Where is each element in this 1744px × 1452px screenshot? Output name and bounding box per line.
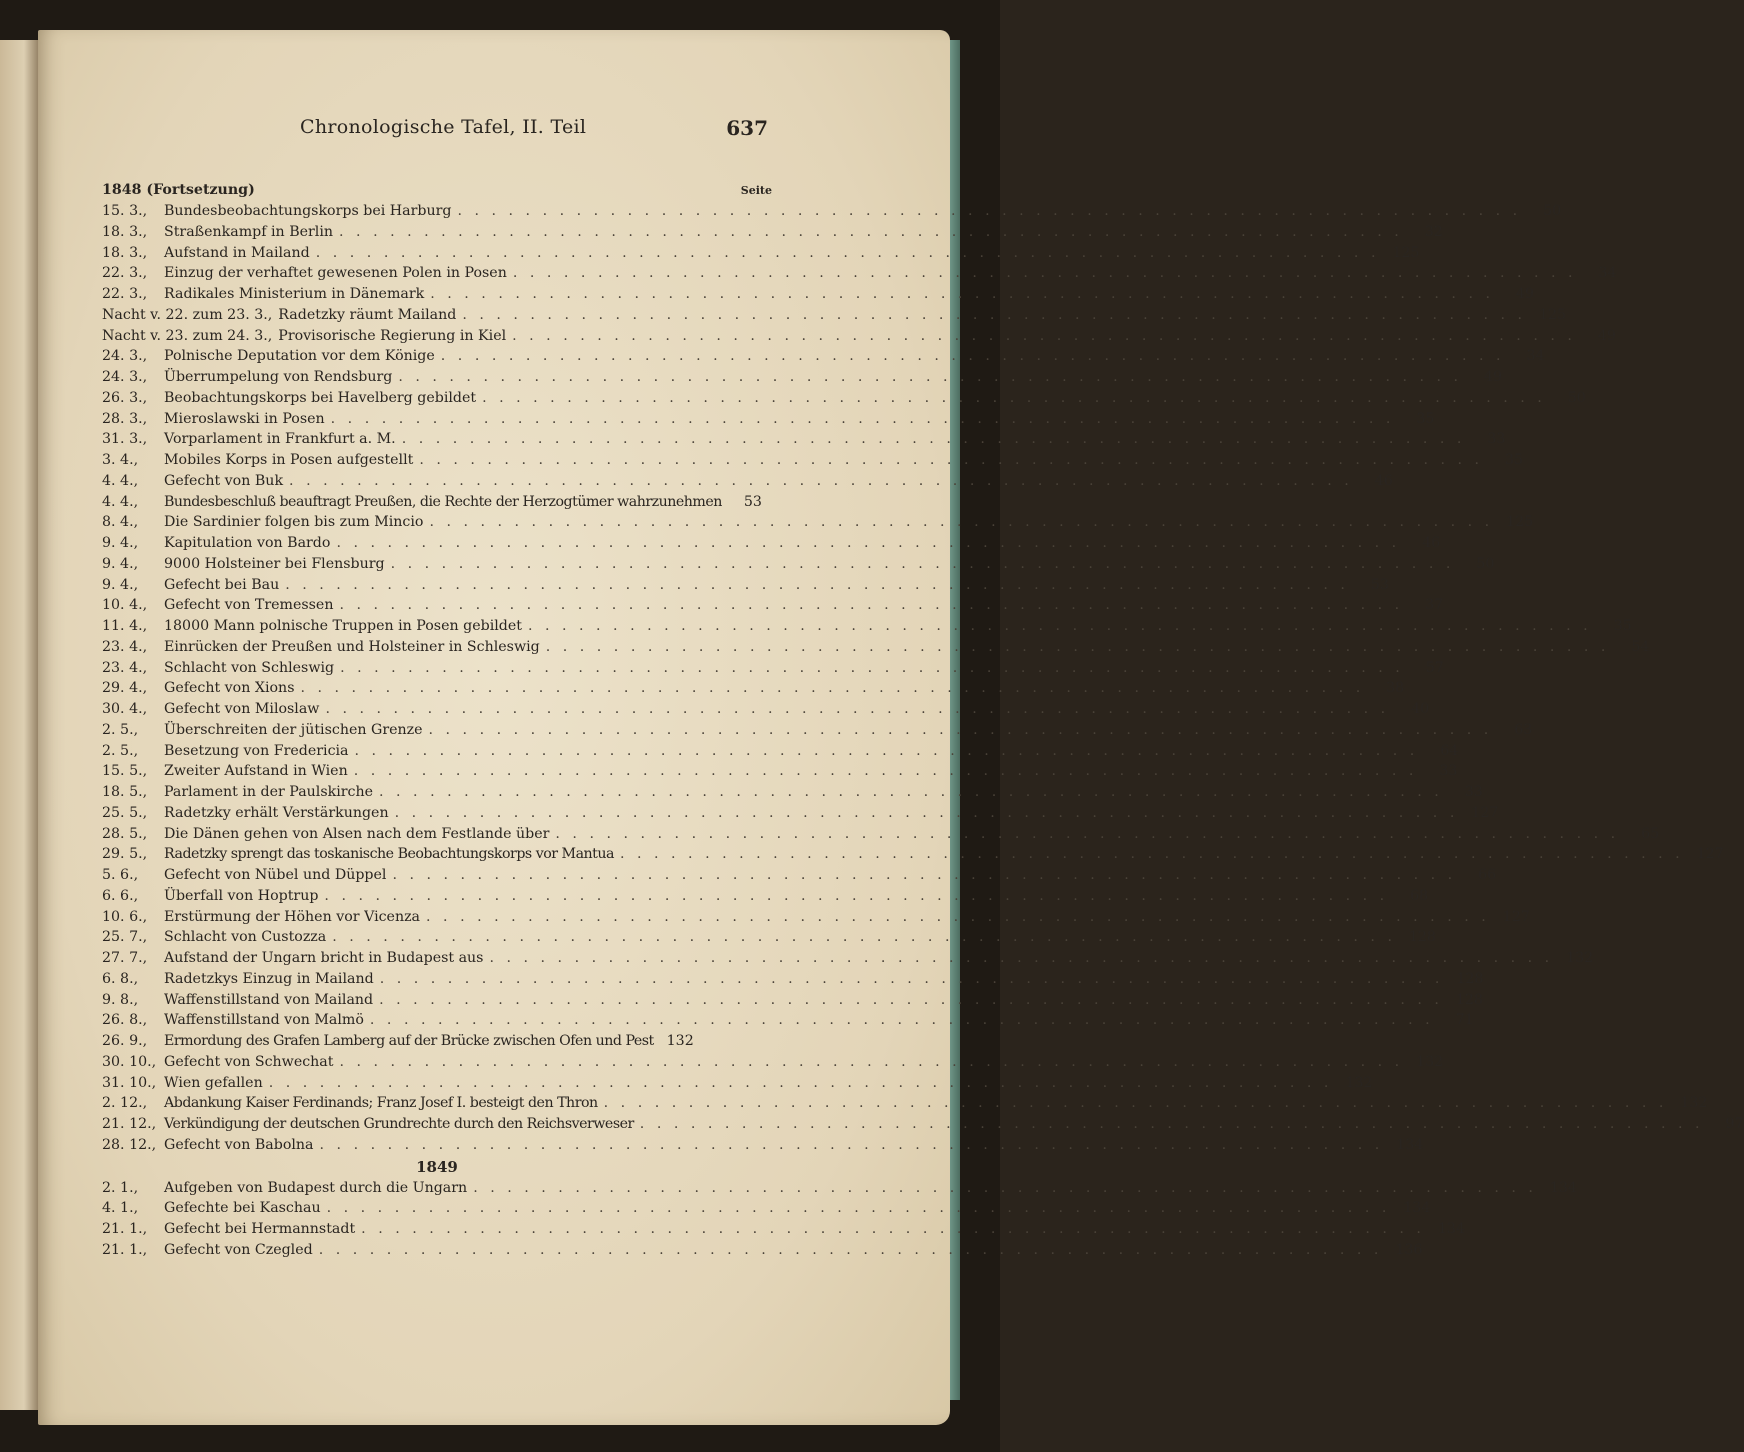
entry-date: 26. 3., [102,389,148,406]
entry-page-ref: 136 [1395,1241,1423,1258]
chronology-entry [102,367,1503,388]
entry-date: Nacht v. 22. zum 23. 3., [102,306,273,323]
entry-event: Gefecht bei Bau [164,576,280,593]
chronology-entry [102,1114,1744,1135]
entry-event: Bundesbeschluß beauftragt Preußen, die Rechte der Herzogtümer wahrzunehmen [164,493,722,510]
entry-event: Zweiter Aufstand in Wien [164,763,348,780]
entry-page-ref: 46 [1422,535,1441,551]
entry-page-ref: 33 [1439,763,1458,780]
dot-leader [604,1093,1668,1114]
dot-leader [324,886,1388,907]
dot-leader [370,1010,1434,1031]
entry-page-ref: 65 [1641,825,1660,842]
dot-leader [319,1240,1383,1261]
chronology-entry [102,554,1495,575]
chronology-entry [102,741,1459,762]
entry-date: 23. 4., [102,659,148,676]
chronology-entry [102,1198,1431,1219]
page-number: 637 [726,116,768,140]
entry-date: 5. 6., [102,867,139,883]
entry-page-ref: 134 [1403,1200,1431,1217]
entry-date: 2. 5., [102,721,139,738]
dot-leader [336,533,1400,554]
entry-date: 9. 4., [102,555,139,572]
entry-event: Aufstand der Ungarn bricht in Budapest aus [164,950,484,966]
entry-page-ref: 66 [1478,867,1497,883]
entry-event: Schlacht von Schleswig [164,659,335,676]
entry-page-ref: 34 [1526,348,1545,365]
chronology-entry [102,1073,1373,1094]
dot-leader [289,471,1353,492]
chronology-entry [102,1010,1474,1031]
entry-page-ref: 32 [1424,223,1443,240]
chronology-entry [102,844,1724,865]
entry-page-ref: 127 [1471,804,1499,821]
entry-event: Verkündigung der deutschen Grundrechte durch den Reichsverweser [164,1116,634,1132]
entry-event: Polnische Deputation vor dem Könige [164,348,435,365]
entry-date: 25. 7., [102,929,148,946]
entry-date: 31. 3., [102,431,148,448]
entry-page-ref: 132 [1416,1053,1444,1070]
entry-event: Radetzky sprengt das toskanische Beobachtungskorps vor Mantua [164,846,614,863]
entry-page-ref: 54 [1631,638,1650,655]
entry-date: 2. 12., [102,1095,148,1112]
entry-date: 10. 6., [102,908,148,925]
entry-page-ref: 50 [1543,203,1562,219]
dot-leader [512,326,1576,347]
entry-page-ref: 127 [1502,908,1530,925]
chronology-entry [102,616,1632,637]
entry-date: 18. 3., [102,244,148,261]
entry-date: 2. 1., [102,1179,139,1196]
chronology-entry [102,388,1586,409]
entry-date: 21. 12., [102,1116,157,1132]
chronology-entry [102,761,1458,782]
page-column-label: Seite [740,184,772,197]
dot-leader [620,844,1684,865]
entry-page-ref: 128 [1408,929,1436,946]
entry-date: 15. 5., [102,763,148,780]
entry-page-ref: 38 [1386,680,1405,697]
entry-event: Straßenkampf in Berlin [164,223,334,240]
chronology-entry [102,658,1444,679]
entry-date: 4. 4., [102,493,139,510]
chronology-entry [102,222,1443,243]
entry-date: 24. 3., [102,348,148,365]
entry-page-ref: 132 [1680,1095,1708,1112]
entry-event: Die Dänen gehen von Alsen nach dem Festlande über [164,825,550,842]
chronology-entry [102,1052,1444,1073]
dot-leader [379,990,1443,1011]
entry-event: Gefecht von Czegled [164,1241,313,1258]
entry-page-ref: 33 [1487,431,1506,448]
dot-leader [361,1219,1425,1240]
dot-leader [327,1198,1391,1219]
chronology-entry [102,243,1420,264]
entry-date: 15. 3., [102,203,148,219]
chronology-entry [102,927,1436,948]
section-heading: 1848 (Fortsetzung) [102,182,255,198]
entry-event: Einzug der verhaftet gewesenen Polen in Posen [164,265,507,282]
dot-leader [419,450,1483,471]
entry-date: 28. 12., [102,1136,157,1153]
entry-date: 8. 4., [102,514,139,531]
entry-event: Gefecht bei Hermannstadt [164,1221,356,1237]
entry-event: Aufgeben von Budapest durch die Ungarn [164,1179,468,1196]
chronology-entry [102,326,1616,347]
chronology-entry [102,886,1429,907]
entry-date: 21. 1., [102,1221,148,1237]
entry-date: 9. 4., [102,535,139,551]
dot-leader [392,865,1456,886]
entry-date: 4. 4., [102,472,139,489]
dot-leader [285,575,1349,596]
entry-event: Waffenstillstand von Malmö [164,1012,364,1029]
entry-page-ref: 63 [1514,721,1533,738]
entry-page-ref: 35 [1505,452,1524,468]
chronology-entry [102,678,1405,699]
chronology-entry [102,263,1617,284]
chronology-entry [102,201,1562,222]
entry-event: Waffenstillstand von Mailand [164,991,374,1008]
entry-page-ref: 132 [666,1033,694,1049]
entry-page-ref: 125 [1392,244,1420,261]
dot-leader [395,803,1459,824]
dot-leader [457,201,1521,222]
entry-event: Bundesbeobachtungskorps bei Harburg [164,203,452,219]
entry-page-ref: 57 [1425,659,1444,676]
entry-page-ref: 134 [1549,1179,1577,1196]
entry-page-ref: 40 [1411,701,1430,717]
dot-leader [546,637,1610,658]
entry-page-ref: 71 [1455,1012,1474,1029]
chronology-entry [102,1093,1708,1114]
entry-event: Abdankung Kaiser Ferdinands; Franz Josef I. besteigt den Thron [164,1095,598,1112]
entry-date: 11. 4., [102,618,148,634]
entry-page-ref: 34 [1598,265,1617,282]
chronology-entry [102,803,1499,824]
chronology-entry [102,990,1483,1011]
entry-event: Vorparlament in Frankfurt a. M. [164,431,396,448]
chronology-entry [102,1135,1424,1156]
entry-event: Radikales Ministerium in Dänemark [164,286,425,302]
entry-page-ref: 97 [1725,1116,1744,1132]
entry-page-ref: 53 [743,493,762,510]
entry-date: 6. 8., [102,970,139,987]
entry-date: 30. 10., [102,1053,157,1070]
dot-leader [379,782,1443,803]
entry-event: Erstürmung der Höhen vor Vicenza [164,908,421,925]
chronology-entry [102,720,1533,741]
entry-page-ref: 35 [1613,618,1632,634]
dot-leader [339,595,1403,616]
dot-leader [316,243,1380,264]
entry-date: 9. 8., [102,991,139,1008]
entry-date: 18. 3., [102,223,148,240]
chronology-entry [102,782,1483,803]
dot-leader [426,907,1490,928]
dot-leader [332,927,1396,948]
chronology-entry [102,305,1567,326]
entry-page-ref: 127 [1696,846,1724,863]
dot-leader [339,1052,1403,1073]
entry-event: Die Sardinier folgen bis zum Mincio [164,514,424,531]
entry-date: 21. 1., [102,1241,148,1258]
entry-date: 10. 4., [102,597,148,614]
dot-leader [429,512,1493,533]
entry-page-ref: 35 [1416,410,1435,427]
dot-leader [441,346,1505,367]
dot-leader [402,429,1466,450]
entry-page-ref: 37 [1425,597,1444,614]
chronology-entry [102,1219,1465,1240]
dot-leader [391,554,1455,575]
entry-event: 9000 Holsteiner bei Flensburg [164,555,385,572]
chronology-entry [102,492,772,513]
entry-event: Schlacht von Custozza [164,929,327,946]
entry-page-ref: 132 [1566,950,1594,966]
entry-date: 26. 8., [102,1012,148,1029]
entry-date: 31. 10., [102,1074,157,1091]
entry-event: Überrumpelung von Rendsburg [164,369,393,385]
entry-event: Beobachtungskorps bei Havelberg gebildet [164,389,477,406]
running-header [100,116,768,146]
entry-page-ref: 64 [1440,742,1459,759]
entry-date: 30. 4., [102,701,148,717]
dot-leader [640,1114,1704,1135]
dot-leader [269,1073,1333,1094]
dot-leader [355,741,1419,762]
entry-event: Aufstand in Mailand [164,244,310,261]
chronology-entry [102,699,1430,720]
chronology-entry [102,1240,1423,1261]
entry-date: 25. 5., [102,804,148,821]
dot-leader [555,824,1619,845]
chronology-entry [102,1178,1577,1199]
entry-event: Provisorische Regierung in Kiel [278,327,507,344]
entry-event: Kapitulation von Bardo [164,535,331,551]
entry-page-ref: 68 [1410,887,1429,904]
list-heading [102,180,772,201]
entry-date: 6. 6., [102,887,139,904]
entry-date: 3. 4., [102,452,139,468]
chronology-entry [102,865,1497,886]
dot-leader [325,699,1389,720]
entry-event: Gefecht von Xions [164,680,295,697]
entry-page-ref: 128 [1455,991,1483,1008]
chronology-entry [102,409,1435,430]
entry-page-ref: 49 [1597,327,1616,344]
entry-page-ref: 125 [1506,514,1534,531]
entry-event: Gefecht von Babolna [164,1136,314,1153]
entry-date: 26. 9., [102,1033,148,1049]
chronology-entry [102,824,1660,845]
entries-1848 [102,201,1744,1156]
chronology-entry [102,450,1524,471]
entry-page-ref: 128 [1456,970,1484,987]
entry-event: Besetzung von Fredericia [164,742,349,759]
dot-leader [528,616,1592,637]
chronology-entry [102,346,1545,367]
chronology-entry [102,907,1530,928]
entry-page-ref: 132 [1345,1074,1373,1091]
entry-event: Überschreiten der jütischen Grenze [164,721,423,738]
chronology-entry [102,969,1484,990]
entry-page-ref: 49 [1484,369,1503,385]
dot-leader [473,1178,1537,1199]
dot-leader [429,720,1493,741]
entry-event: Mobiles Korps in Posen aufgestellt [164,452,414,468]
entry-date: 18. 5., [102,784,148,800]
entry-date: 27. 7., [102,950,148,966]
entry-page-ref: 134 [1437,1221,1465,1237]
chronology-entry [102,471,1393,492]
entry-date: Nacht v. 23. zum 24. 3., [102,327,273,344]
entry-date: 29. 5., [102,846,148,863]
dot-leader [354,761,1418,782]
entry-date: 22. 3., [102,265,148,282]
chronology-entry [102,284,1534,305]
dot-leader [331,409,1395,430]
chronology-entry [102,429,1506,450]
entry-page-ref: 33 [1464,784,1483,800]
running-title: Chronologische Tafel, II. Teil [300,116,587,138]
chronology-entry [102,948,1594,969]
entry-event: Gefecht von Buk [164,472,284,489]
dot-leader [482,388,1546,409]
entry-page-ref: 50 [1567,389,1586,406]
dot-leader [339,222,1403,243]
facing-page-edge [0,40,40,1410]
entry-date: 22. 3., [102,286,148,302]
dot-leader [380,969,1444,990]
entry-date: 2. 5., [102,742,139,759]
chronology-entry [102,533,1441,554]
dot-leader [320,1135,1384,1156]
chronology-entry [102,1031,772,1052]
entry-date: 4. 1., [102,1200,139,1217]
entry-event: Radetzky erhält Verstärkungen [164,804,389,821]
entry-event: Mieroslawski in Posen [164,410,325,427]
dot-leader [513,263,1577,284]
entry-page-ref: 134 [1396,1136,1424,1153]
dot-leader [398,367,1462,388]
chronology-list [102,180,1744,1261]
dot-leader [300,678,1364,699]
entry-event: 18000 Mann polnische Truppen in Posen gebildet [164,618,522,634]
chronology-entry [102,575,1389,596]
entry-event: Gefecht von Nübel und Düppel [164,867,387,883]
entry-date: 29. 4., [102,680,148,697]
entry-event: Gefecht von Schwechat [164,1053,334,1070]
entry-event: Gefecht von Miloslaw [164,701,320,717]
entry-page-ref: 46 [1374,472,1393,489]
dot-leader [340,658,1404,679]
chronology-entry [102,637,1650,658]
entry-page-ref: 53 [1370,576,1389,593]
entry-date: 28. 5., [102,825,148,842]
entry-event: Radetzky räumt Mailand [278,306,457,323]
entry-date: 9. 4., [102,576,139,593]
entry-event: Gefechte bei Kaschau [164,1200,321,1217]
entry-event: Überfall von Hoptrup [164,887,319,904]
entry-event: Parlament in der Paulskirche [164,784,374,800]
entries-1849 [102,1178,1577,1261]
dot-leader [462,305,1526,326]
entry-event: Einrücken der Preußen und Holsteiner in Schleswig [164,638,540,655]
entry-event: Gefecht von Tremessen [164,597,334,614]
year-heading-1849: 1849 [416,1157,458,1176]
entry-page-ref: 125 [1538,306,1567,323]
entry-event: Wien gefallen [164,1074,263,1091]
dot-leader [430,284,1494,305]
entry-date: 24. 3., [102,369,148,385]
entry-page-ref: 49 [1515,286,1534,302]
entry-event: Radetzkys Einzug in Mailand [164,970,374,987]
entry-page-ref: 50 [1476,555,1495,572]
entry-date: 23. 4., [102,638,148,655]
chronology-entry [102,512,1534,533]
chronology-entry [102,595,1444,616]
entry-date: 28. 3., [102,410,148,427]
dot-leader [489,948,1553,969]
entry-event: Ermordung des Grafen Lamberg auf der Brücke zwischen Ofen und Pest [164,1033,654,1049]
